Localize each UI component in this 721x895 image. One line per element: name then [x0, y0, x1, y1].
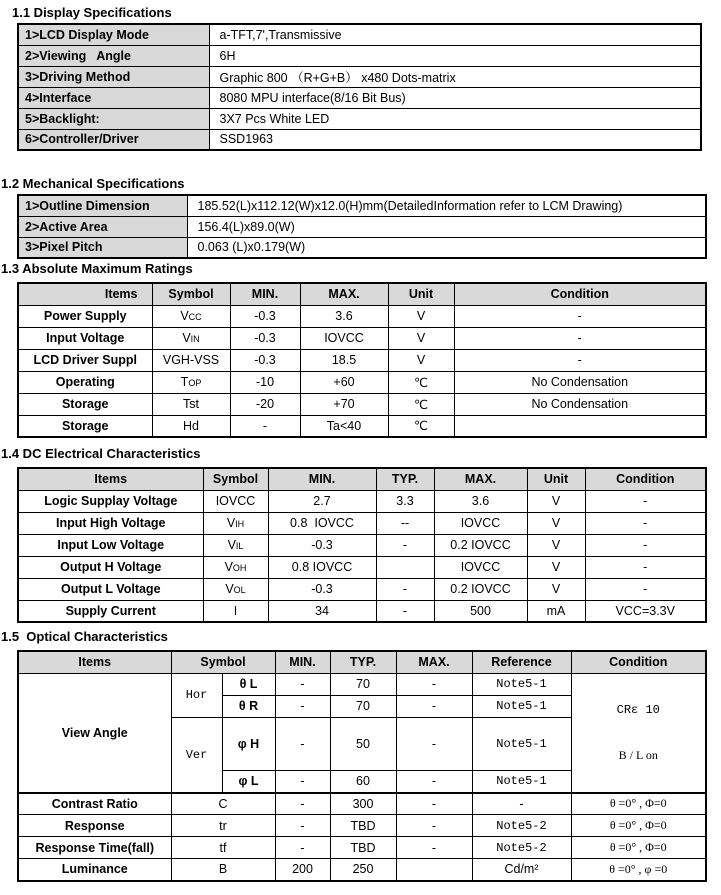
col-header-max: MAX.: [396, 651, 472, 673]
table-row: [18, 24, 701, 45]
col-header-min: MIN.: [268, 468, 376, 490]
table-row: [18, 793, 706, 815]
col-header-symbol: Symbol: [203, 468, 268, 490]
cell-value: SSD1963: [209, 129, 701, 150]
symbol-subscript: OH: [232, 563, 247, 573]
cell-symbol: [152, 415, 230, 437]
cell-min: -: [275, 771, 330, 793]
cell-max: -: [396, 771, 472, 793]
cell-min: -0.3: [268, 578, 376, 600]
cell-symbol: [203, 578, 268, 600]
symbol-subscript: IL: [235, 541, 244, 551]
cell-item: Response: [18, 815, 171, 837]
symbol-subscript: CC: [188, 312, 202, 322]
symbol-base: V: [182, 331, 191, 345]
cell-angle-symbol: φ L: [222, 771, 275, 793]
cell-max: [396, 859, 472, 881]
cell-typ: 70: [330, 695, 396, 717]
table-row: [18, 45, 701, 66]
cell-label: 1>Outline Dimension: [18, 195, 187, 216]
table-row: [18, 556, 706, 578]
cell-label: 6>Controller/Driver: [18, 129, 209, 150]
table-row: [18, 490, 706, 512]
cell-max: 0.2 IOVCC: [434, 534, 527, 556]
section-heading-abs-max: 1.3 Absolute Maximum Ratings: [1, 261, 193, 276]
cell-reference: -: [472, 793, 571, 815]
table-row: [18, 349, 706, 371]
cell-unit: V: [527, 578, 585, 600]
cell-item: Contrast Ratio: [18, 793, 171, 815]
cell-symbol: C: [171, 793, 275, 815]
cell-unit: ℃: [388, 371, 454, 393]
cell-condition: -: [585, 490, 706, 512]
cell-max: -: [396, 717, 472, 771]
cell-condition: θ =0° , Φ=0: [571, 793, 706, 815]
table-row: [18, 415, 706, 437]
cell-condition: No Condensation: [454, 371, 706, 393]
cell-label: 1>LCD Display Mode: [18, 24, 209, 45]
cell-direction-ver: Ver: [171, 717, 222, 793]
cell-item: Storage: [18, 415, 152, 437]
cell-condition: No Condensation: [454, 393, 706, 415]
cell-max: +60: [300, 371, 388, 393]
cell-unit: mA: [527, 600, 585, 622]
col-header-min: MIN.: [230, 283, 300, 305]
cell-item: Input Voltage: [18, 327, 152, 349]
symbol-base: Tst: [183, 397, 199, 411]
cell-item: Input Low Voltage: [18, 534, 203, 556]
col-header-symbol: Symbol: [152, 283, 230, 305]
cell-condition: VCC=3.3V: [585, 600, 706, 622]
col-header-items: Items: [18, 651, 171, 673]
cell-typ: [376, 556, 434, 578]
symbol-base: Hd: [183, 418, 199, 433]
cell-symbol: [152, 371, 230, 393]
symbol-base: V: [224, 560, 233, 574]
cell-typ: 250: [330, 859, 396, 881]
cell-max: +70: [300, 393, 388, 415]
cell-symbol: tr: [171, 815, 275, 837]
cell-reference: Note5-2: [472, 837, 571, 859]
symbol-base: VGH-VSS: [162, 353, 220, 367]
cell-max: -: [396, 815, 472, 837]
cell-max: -: [396, 793, 472, 815]
cell-min: -0.3: [268, 534, 376, 556]
cell-item: Storage: [18, 393, 152, 415]
absolute-maximum-ratings-table: [17, 282, 707, 438]
cell-min: -: [275, 837, 330, 859]
cell-max: 3.6: [434, 490, 527, 512]
cell-typ: 3.3: [376, 490, 434, 512]
cell-unit: V: [527, 534, 585, 556]
cell-symbol: [203, 556, 268, 578]
table-row: [18, 600, 706, 622]
cell-symbol: B: [171, 859, 275, 881]
col-header-items: Items: [18, 283, 152, 305]
cell-unit: ℃: [388, 393, 454, 415]
table-row: [18, 393, 706, 415]
cell-unit: V: [527, 556, 585, 578]
cell-symbol: [203, 490, 268, 512]
cell-value: 185.52(L)x112.12(W)x12.0(H)mm(DetailedInformation refer to LCM Drawing): [187, 195, 706, 216]
symbol-base: T: [180, 375, 189, 389]
cell-min: -: [275, 815, 330, 837]
symbol-base: IOVCC: [215, 494, 256, 508]
cell-typ: -: [376, 534, 434, 556]
cell-max: -: [396, 673, 472, 695]
cell-min: -: [275, 717, 330, 771]
section-heading-display: 1.1 Display Specifications: [12, 5, 172, 20]
table-row: [18, 815, 706, 837]
col-header-condition: Condition: [585, 468, 706, 490]
cell-max: 3.6: [300, 305, 388, 327]
cell-item: Output H Voltage: [18, 556, 203, 578]
cell-condition: [454, 415, 706, 437]
cell-min: 200: [275, 859, 330, 881]
cell-angle-symbol: θ L: [222, 673, 275, 695]
cell-condition: -: [585, 512, 706, 534]
table-header-row: [18, 283, 706, 305]
cell-item: Supply Current: [18, 600, 203, 622]
table-row: [18, 216, 706, 237]
cell-symbol: [152, 305, 230, 327]
cell-reference: Note5-1: [472, 771, 571, 793]
cell-min: -0.3: [230, 349, 300, 371]
table-header-row: [18, 651, 706, 673]
table-row: [18, 108, 701, 129]
cell-item: Output L Voltage: [18, 578, 203, 600]
cell-value: a-TFT,7',Transmissive: [209, 24, 701, 45]
section-heading-optical: 1.5 Optical Characteristics: [1, 629, 168, 644]
cell-max: IOVCC: [434, 556, 527, 578]
mechanical-specs-table: [17, 194, 707, 259]
table-row: [18, 129, 701, 150]
cell-condition: -: [454, 327, 706, 349]
cell-item: Logic Supplay Voltage: [18, 490, 203, 512]
cell-min: 2.7: [268, 490, 376, 512]
symbol-base: V: [226, 516, 236, 530]
cell-min: 34: [268, 600, 376, 622]
cell-symbol: tf: [171, 837, 275, 859]
col-header-typ: TYP.: [330, 651, 396, 673]
col-header-unit: Unit: [527, 468, 585, 490]
cell-unit: V: [388, 327, 454, 349]
cell-condition: -: [585, 578, 706, 600]
cell-min: -10: [230, 371, 300, 393]
cell-item: Response Time(fall): [18, 837, 171, 859]
cell-max: 500: [434, 600, 527, 622]
cell-min: 0.8 IOVCC: [268, 556, 376, 578]
col-header-condition: Condition: [454, 283, 706, 305]
cell-typ: -: [376, 600, 434, 622]
display-specs-table: [17, 23, 702, 151]
cell-typ: 300: [330, 793, 396, 815]
cell-typ: 50: [330, 717, 396, 771]
cell-condition: -: [585, 534, 706, 556]
col-header-symbol: Symbol: [171, 651, 275, 673]
cell-label: 4>Interface: [18, 87, 209, 108]
datasheet-page: [0, 5, 721, 882]
cell-unit: ℃: [388, 415, 454, 437]
cell-reference: Cd/m²: [472, 859, 571, 881]
cell-condition: θ =0° , φ =0: [571, 859, 706, 881]
cell-max: Ta<40: [300, 415, 388, 437]
cell-angle-symbol: θ R: [222, 695, 275, 717]
cell-value: 8080 MPU interface(8/16 Bit Bus): [209, 87, 701, 108]
cell-condition: -: [454, 305, 706, 327]
table-row: [18, 578, 706, 600]
cell-item: View Angle: [18, 673, 171, 793]
cell-max: IOVCC: [434, 512, 527, 534]
cell-value: 156.4(L)x89.0(W): [187, 216, 706, 237]
cell-min: -: [230, 415, 300, 437]
cell-label: 2>Viewing Angle: [18, 45, 209, 66]
cell-angle-symbol: φ H: [222, 717, 275, 771]
cell-value: 3X7 Pcs White LED: [209, 108, 701, 129]
col-header-reference: Reference: [472, 651, 571, 673]
cell-unit: V: [388, 349, 454, 371]
cell-label: 3>Pixel Pitch: [18, 237, 187, 258]
cell-reference: Note5-1: [472, 695, 571, 717]
cell-min: -: [275, 673, 330, 695]
table-row: [18, 837, 706, 859]
col-header-max: MAX.: [300, 283, 388, 305]
col-header-unit: Unit: [388, 283, 454, 305]
cell-condition: -: [454, 349, 706, 371]
cell-symbol: [152, 327, 230, 349]
cell-symbol: [203, 600, 268, 622]
symbol-base: V: [180, 309, 189, 323]
col-header-min: MIN.: [275, 651, 330, 673]
cell-symbol: [203, 512, 268, 534]
symbol-subscript: IN: [190, 334, 200, 344]
cell-symbol: [152, 393, 230, 415]
table-row: [18, 859, 706, 881]
cell-value: Graphic 800 （R+G+B） x480 Dots-matrix: [209, 66, 701, 87]
cell-min: 0.8 IOVCC: [268, 512, 376, 534]
cell-min: -0.3: [230, 327, 300, 349]
symbol-base: V: [225, 582, 234, 596]
cell-symbol: [203, 534, 268, 556]
cell-condition: θ =0° , Φ=0: [571, 837, 706, 859]
cell-typ: 60: [330, 771, 396, 793]
cell-max: IOVCC: [300, 327, 388, 349]
cell-reference: Note5-1: [472, 673, 571, 695]
cell-value: 0.063 (L)x0.179(W): [187, 237, 706, 258]
table-row: [18, 66, 701, 87]
section-heading-dc: 1.4 DC Electrical Characteristics: [1, 446, 201, 461]
optical-characteristics-table: [17, 650, 707, 882]
cell-max: -: [396, 695, 472, 717]
col-header-condition: Condition: [571, 651, 706, 673]
cell-typ: 70: [330, 673, 396, 695]
cell-label: 3>Driving Method: [18, 66, 209, 87]
cell-item: LCD Driver Suppl: [18, 349, 152, 371]
cell-unit: V: [388, 305, 454, 327]
table-row: [18, 237, 706, 258]
cell-symbol: [152, 349, 230, 371]
cell-reference: Note5-1: [472, 717, 571, 771]
cell-typ: -: [376, 578, 434, 600]
cell-item: Luminance: [18, 859, 171, 881]
cell-min: -: [275, 793, 330, 815]
cell-direction-hor: Hor: [171, 673, 222, 717]
cell-unit: V: [527, 490, 585, 512]
table-header-row: [18, 468, 706, 490]
table-row: [18, 512, 706, 534]
cell-typ: --: [376, 512, 434, 534]
table-row: [18, 195, 706, 216]
cell-value: 6H: [209, 45, 701, 66]
cell-min: -: [275, 695, 330, 717]
cell-condition: [571, 673, 706, 793]
cell-label: 2>Active Area: [18, 216, 187, 237]
cell-item: Input High Voltage: [18, 512, 203, 534]
table-row: [18, 673, 706, 695]
cell-max: -: [396, 837, 472, 859]
cell-typ: TBD: [330, 815, 396, 837]
cell-label: 5>Backlight:: [18, 108, 209, 129]
symbol-subscript: OL: [233, 585, 246, 595]
table-row: [18, 534, 706, 556]
cell-condition: θ =0° , Φ=0: [571, 815, 706, 837]
cell-reference: Note5-2: [472, 815, 571, 837]
cell-condition: -: [585, 556, 706, 578]
condition-line-2: B / L on: [618, 747, 658, 762]
cell-item: Power Supply: [18, 305, 152, 327]
section-heading-mechanical: 1.2 Mechanical Specifications: [1, 176, 185, 191]
col-header-items: Items: [18, 468, 203, 490]
col-header-typ: TYP.: [376, 468, 434, 490]
symbol-base: I: [233, 603, 238, 618]
table-row: [18, 305, 706, 327]
cell-item: Operating: [18, 371, 152, 393]
col-header-max: MAX.: [434, 468, 527, 490]
symbol-base: V: [227, 538, 236, 552]
cell-min: -0.3: [230, 305, 300, 327]
table-row: [18, 371, 706, 393]
cell-typ: TBD: [330, 837, 396, 859]
cell-min: -20: [230, 393, 300, 415]
cell-max: 18.5: [300, 349, 388, 371]
cell-max: 0.2 IOVCC: [434, 578, 527, 600]
symbol-subscript: IH: [235, 519, 245, 529]
table-row: [18, 327, 706, 349]
dc-electrical-table: [17, 467, 707, 623]
symbol-subscript: OP: [188, 378, 202, 388]
condition-line-1: CRε 10: [616, 702, 660, 717]
cell-unit: V: [527, 512, 585, 534]
table-row: [18, 87, 701, 108]
